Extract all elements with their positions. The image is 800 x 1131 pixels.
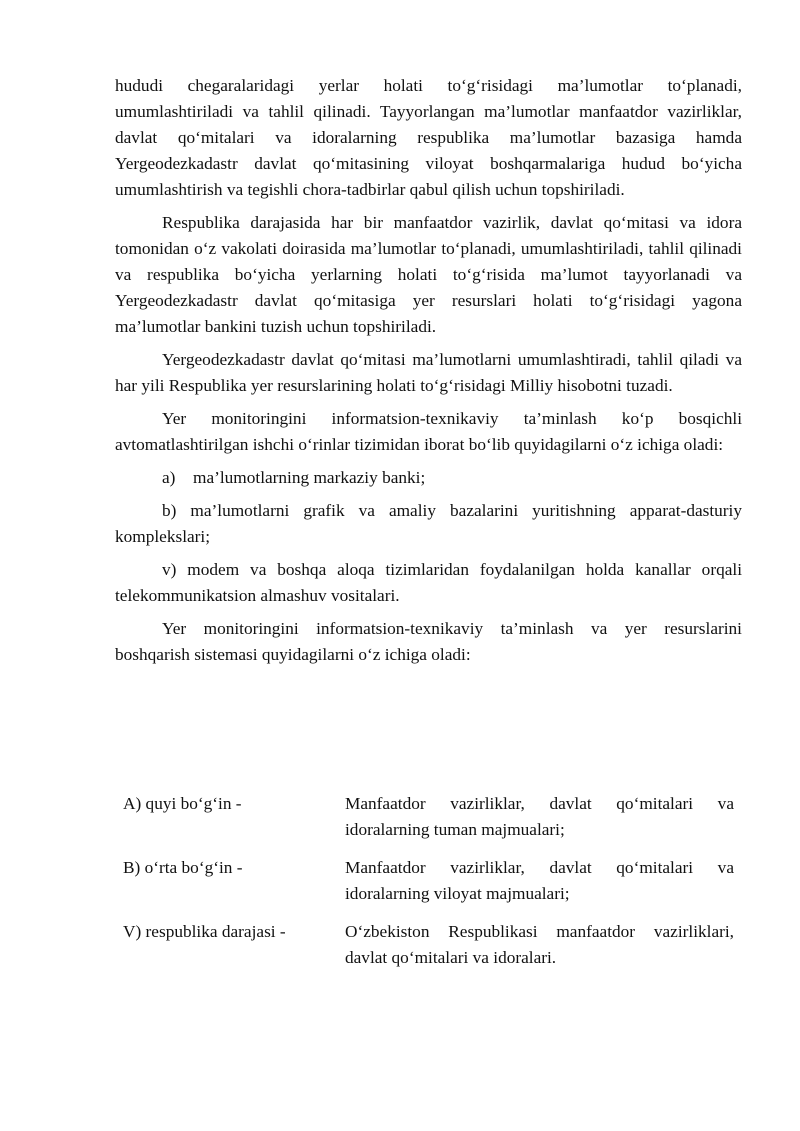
- list-item-b: b) ma’lumotlarni grafik va amaliy bazalarini yuritishning apparat-dasturiy komplekslari;: [115, 501, 742, 546]
- level-description: Manfaatdor vazirliklar, davlat qo‘mitalari va idoralarning tuman majmualari;: [345, 794, 734, 839]
- table-row: [115, 919, 742, 983]
- table-row: [115, 791, 742, 855]
- paragraph-republic-level: Respublika darajasida har bir manfaatdor vazirlik, davlat qo‘mitasi va idora tomonidan o‘z vakolati doirasida ma’lumotlar to‘planadi, umumlashtiriladi, tahlil qilinadi va respublika bo‘yicha yerlarning holati to‘g‘risida ma’lumot tayyorlanadi va Yergeodezkadastr davlat qo‘mitasiga yer resurslari holati to‘g‘risidagi yagona ma’lumotlar bankini tuzish uchun topshiriladi.: [115, 213, 742, 336]
- list-marker-a: a): [162, 468, 176, 487]
- paragraph-system-components: Yer monitoringini informatsion-texnikaviy ta’minlash va yer resurslarini boshqarish sistemasi quyidagilarni o‘z ichiga oladi:: [115, 619, 742, 664]
- levels-table: [115, 791, 742, 983]
- list-item-a: [115, 465, 742, 491]
- document-page: [115, 73, 742, 675]
- paragraph-continuation: hududi chegaralaridagi yerlar holati to‘g‘risidagi ma’lumotlar to‘planadi, umumlashtiriladi va tahlil qilinadi. Tayyorlangan ma’lumotlar manfaatdor vazirliklar, davlat qo‘mitalari va idoralarning respublika ma’lumotlar bazasiga hamda Yergeodezkadastr davlat qo‘mitasining viloyat boshqarmalariga hudud bo‘yicha umumlashtirish va tegishli chora-tadbirlar qabul qilish uchun topshiriladi.: [115, 76, 742, 199]
- table-row: [115, 855, 742, 919]
- level-name: V) respublika darajasi -: [123, 922, 286, 941]
- paragraph-monitoring-support: Yer monitoringini informatsion-texnikaviy ta’minlash ko‘p bosqichli avtomatlashtirilgan ishchi o‘rinlar tizimidan iborat bo‘lib quyidagilarni o‘z ichiga oladi:: [115, 409, 742, 454]
- level-description: O‘zbekiston Respublikasi manfaatdor vazirliklari, davlat qo‘mitalari va idoralari.: [345, 922, 734, 967]
- level-description: Manfaatdor vazirliklar, davlat qo‘mitalari va idoralarning viloyat majmualari;: [345, 858, 734, 903]
- list-text-a: ma’lumotlarning markaziy banki;: [193, 468, 426, 487]
- list-item-v: v) modem va boshqa aloqa tizimlaridan foydalanilgan holda kanallar orqali telekommunikatsion almashuv vositalari.: [115, 560, 742, 605]
- level-name: B) o‘rta bo‘g‘in -: [123, 858, 243, 877]
- level-name: A) quyi bo‘g‘in -: [123, 794, 242, 813]
- paragraph-national-report: Yergeodezkadastr davlat qo‘mitasi ma’lumotlarni umumlashtiradi, tahlil qiladi va har yili Respublika yer resurslarining holati to‘g‘risidagi Milliy hisobotni tuzadi.: [115, 350, 742, 395]
